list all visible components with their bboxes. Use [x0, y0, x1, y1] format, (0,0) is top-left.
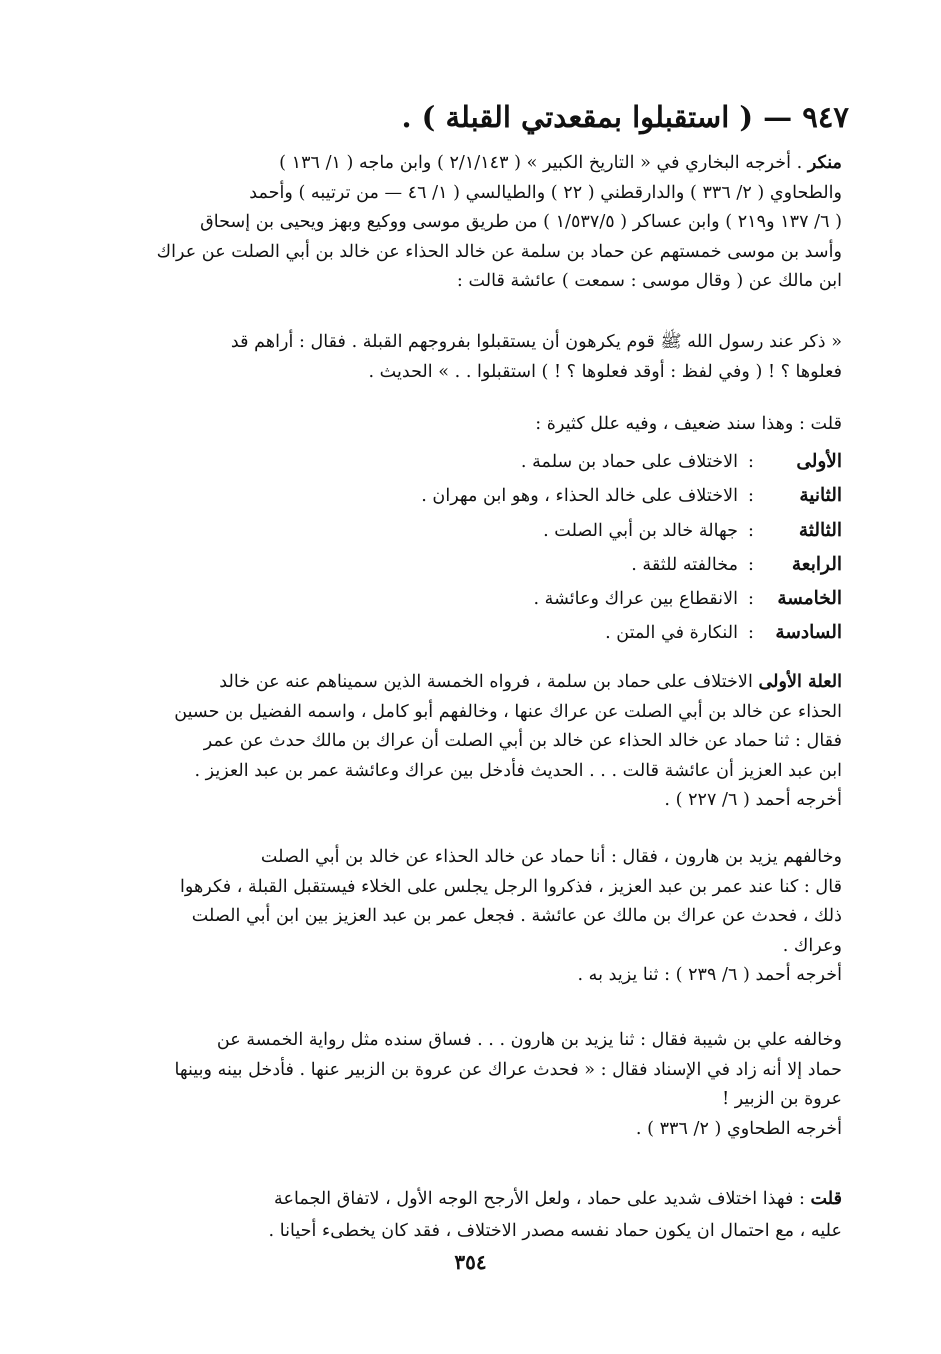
defect-colon: : — [748, 554, 754, 575]
defect-item — [142, 445, 842, 479]
text-line: ( ٦/ ١٣٧ و٢١٩ ) وابن عساكر ( ١/٥٣٧/٥ ) من طريق موسى ووكيع وبهز ويحيى بن إسحاق — [200, 212, 842, 233]
defect-text: الاختلاف على حماد بن سلمة . — [520, 452, 738, 472]
text-line-content: الاختلاف على حماد بن سلمة ، فرواه الخمسة الذين سميناهم عنه عن خالد — [219, 672, 753, 692]
defect-label: الثالثة — [798, 519, 842, 541]
text-line: أخرجه أحمد ( ٦/ ٢٢٧ ) . — [664, 790, 842, 811]
text-line: حماد إلا أنه زاد في الإسناد فقال : « فحدث عراك عن عروة بن الزبير عنها . فأدخل بينه وبينها — [174, 1059, 842, 1080]
defect-label: الخامسة — [777, 588, 842, 610]
defect-label: السادسة — [775, 622, 842, 644]
defect-text: النكارة في المتن . — [605, 623, 738, 644]
hadith-title: ٩٤٧ — ( استقبلوا بمقعدتي القبلة ) . — [401, 100, 849, 134]
text-line: ذلك ، فحدث عن عراك بن مالك عن عائشة . فجعل عمر بن عبد العزيز بين ابن أبي الصلت — [191, 906, 842, 927]
text-line: أخرجه أحمد ( ٦/ ٢٣٩ ) : ثنا يزيد به . — [577, 965, 842, 986]
text-line: فعلوها ؟ ! ( وفي لفظ : أوقد فعلوها ؟ ! ) استقبلوا . . » الحديث . — [368, 361, 842, 382]
defect-item — [142, 616, 842, 650]
text-line-content: . أخرجه البخاري في « التاريخ الكبير » ( ٢/١/١٤٣ ) وابن ماجه ( ١/ ١٣٦ ) — [279, 153, 803, 173]
defect-colon: : — [748, 520, 754, 541]
defect-colon: : — [748, 452, 754, 472]
section-lead: العلة الأولى — [758, 671, 842, 692]
text-line: فقال : ثنا حماد عن خالد الحذاء عن خالد بن أبي الصلت أن عراك بن مالك حدث عن عمر — [203, 731, 842, 752]
defect-text: الاختلاف على خالد الحذاء ، وهو ابن مهران . — [421, 486, 738, 507]
page-number: ٣٥٤ — [454, 1250, 487, 1274]
text-line: وخالفهم يزيد بن هارون ، فقال : أنا حماد عن خالد الحذاء عن خالد بن أبي الصلت — [260, 847, 842, 867]
section-lead: قلت — [810, 1188, 842, 1209]
text-line: ابن عبد العزيز أن عائشة قالت . . . الحديث فأدخل بين عراك وعائشة عمر بن عبد العزيز . — [194, 760, 842, 781]
text-line: وأسد بن موسى خمستهم عن حماد بن سلمة عن خالد الحذاء عن خالد بن أبي الصلت عن عراك — [156, 241, 842, 262]
text-line: الحذاء عن خالد بن أبي الصلت عن عراك عنها ، وخالفهم أبو كامل ، واسمه الفضيل بن حسين — [174, 701, 842, 722]
defects-intro: قلت : وهذا سند ضعيف ، وفيه علل كثيرة : — [535, 414, 842, 434]
defects-list — [142, 445, 842, 651]
defect-colon: : — [748, 486, 754, 507]
defect-colon: : — [748, 623, 754, 644]
defect-item — [142, 582, 842, 616]
hadith-quote — [96, 328, 842, 387]
yazid-paragraph — [96, 843, 842, 991]
defect-label: الأولى — [796, 451, 842, 472]
text-line: وخالفه علي بن شيبة فقال : ثنا يزيد بن هارون . . . فساق سنده مثل رواية الخمسة عن — [216, 1030, 842, 1050]
defect-label: الثانية — [799, 485, 842, 507]
defect-item — [142, 479, 842, 513]
defect-item — [142, 514, 842, 548]
text-line — [96, 667, 842, 698]
text-line: أخرجه الطحاوي ( ٢/ ٣٣٦ ) . — [635, 1118, 842, 1139]
ali-paragraph — [96, 1026, 842, 1144]
text-line: قال : كنا عند عمر بن عبد العزيز ، فذكروا الرجل يجلس على الخلاء فيستقبل القبلة ، فكرهوا — [180, 876, 842, 897]
text-line: عليه ، مع احتمال ان يكون حماد نفسه مصدر الاختلاف ، فقد كان يخطىء أحيانا . — [268, 1221, 842, 1241]
text-line — [96, 1183, 842, 1215]
text-line: عروة بن الزبير ! — [722, 1089, 842, 1110]
text-line — [96, 148, 842, 179]
defect-colon: : — [748, 589, 754, 610]
verdict-word: منكر — [807, 152, 842, 173]
text-line-content: : فهذا اختلاف شديد على حماد ، ولعل الأرجح الوجه الأول ، لاتفاق الجماعة — [274, 1189, 805, 1209]
defect-text: جهالة خالد بن أبي الصلت . — [543, 520, 738, 541]
defect-text: الانقطاع بين عراك وعائشة . — [533, 589, 738, 610]
takhrij-paragraph — [96, 148, 842, 297]
text-line: « ذكر عند رسول الله ﷺ قوم يكرهون أن يستقبلوا بفروجهم القبلة . فقال : أراهم قد — [230, 332, 842, 352]
defect-item — [142, 548, 842, 582]
text-line: ابن مالك عن ( وقال موسى : سمعت ) عائشة قالت : — [456, 271, 842, 292]
conclusion-paragraph — [96, 1183, 842, 1247]
first-defect-paragraph — [96, 667, 842, 816]
defect-label: الرابعة — [791, 553, 842, 575]
defect-text: مخالفته للثقة . — [631, 554, 738, 575]
text-line: وعراك . — [782, 935, 842, 956]
text-line: والطحاوي ( ٢/ ٣٣٦ ) والدارقطني ( ٢٢ ) والطيالسي ( ١/ ٤٦ — من ترتيبه ) وأحمد — [249, 182, 842, 203]
